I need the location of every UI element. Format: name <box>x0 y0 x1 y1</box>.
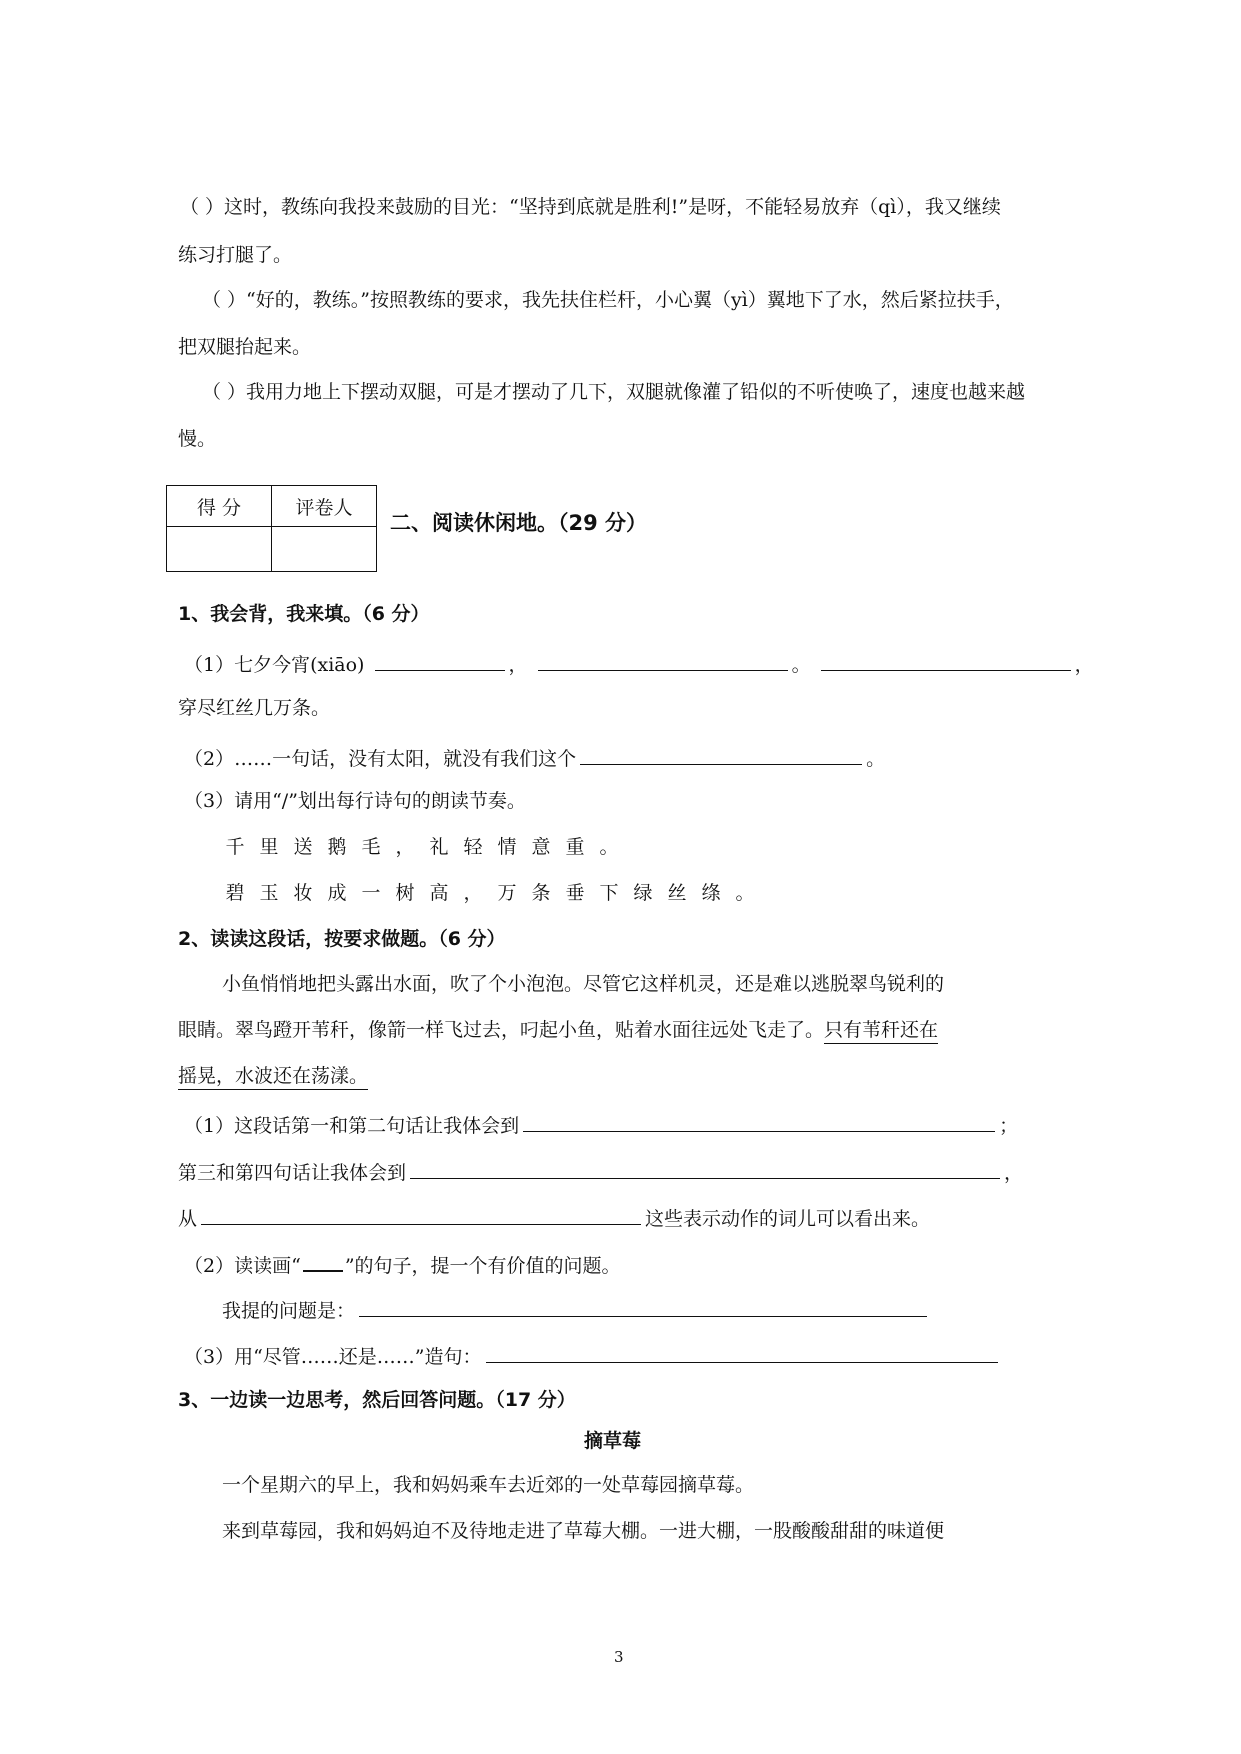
article-para-2: 来到草莓园，我和妈妈迫不及待地走进了草莓大棚。一进大棚，一股酸酸甜甜的味道便 <box>222 1520 945 1542</box>
poem-char: 情 <box>497 836 517 858</box>
poem-char: 。 <box>599 836 619 858</box>
section-title: 二、阅读休闲地。（29 分） <box>390 511 648 535</box>
poem-char: 丝 <box>667 882 687 904</box>
poem-line-2 <box>218 884 762 903</box>
poem-char: 毛 <box>361 836 381 858</box>
q2-item-1 <box>184 1113 1018 1136</box>
poem-char: 垂 <box>565 882 585 904</box>
q2-item-2-suffix: ”的句子，提一个有价值的问题。 <box>344 1255 621 1277</box>
poem-char: 送 <box>293 836 313 858</box>
q3-title: 3、一边读一边思考，然后回答问题。（17 分） <box>178 1389 576 1411</box>
answer-blank[interactable] <box>375 652 505 671</box>
q2-para-line-3 <box>178 1067 368 1086</box>
poem-line-1 <box>218 838 626 857</box>
q1-item-2 <box>184 746 885 769</box>
poem-char: 玉 <box>259 882 279 904</box>
sentence-2-line-2: 把双腿抬起来。 <box>178 336 312 358</box>
q2-item-3 <box>184 1344 1002 1367</box>
punct: ； <box>999 1115 1019 1137</box>
q2-item-2b <box>222 1298 931 1321</box>
sentence-3-line-2: 慢。 <box>178 428 217 450</box>
answer-blank[interactable] <box>821 652 1071 671</box>
answer-blank[interactable] <box>523 1113 995 1132</box>
poem-char: 下 <box>599 882 619 904</box>
score-cell[interactable] <box>167 527 272 572</box>
poem-char: 成 <box>327 882 347 904</box>
q2-item-1-prefix: （1）这段话第一和第二句话让我体会到 <box>184 1115 520 1137</box>
poem-char: 千 <box>225 836 245 858</box>
poem-char: 妆 <box>293 882 313 904</box>
q2-para-line-2 <box>178 1021 938 1040</box>
punct: ， <box>1004 1162 1024 1184</box>
poem-char: 绦 <box>701 882 721 904</box>
punct: 。 <box>791 654 811 676</box>
poem-char: 轻 <box>463 836 483 858</box>
q2-item-2-prefix: （2）读读画“ <box>184 1255 301 1277</box>
answer-blank[interactable] <box>410 1160 1000 1179</box>
q2-para-plain: 眼睛。翠鸟蹬开苇秆，像箭一样飞过去，叼起小鱼，贴着水面往远处飞走了。 <box>178 1019 825 1041</box>
q2-para-line-1: 小鱼悄悄地把头露出水面，吹了个小泡泡。尽管它这样机灵，还是难以逃脱翠鸟锐利的 <box>222 973 945 995</box>
article-para-1: 一个星期六的早上，我和妈妈乘车去近郊的一处草莓园摘草莓。 <box>222 1474 755 1496</box>
grader-cell[interactable] <box>272 527 377 572</box>
poem-char: 。 <box>735 882 755 904</box>
punct: 。 <box>866 748 886 770</box>
poem-char: 重 <box>565 836 585 858</box>
q1-item-1-prefix: （1）七夕今宵(xiāo) <box>184 654 365 676</box>
q1-item-1-cont: 穿尽红丝几万条。 <box>178 697 331 719</box>
poem-char: 碧 <box>225 882 245 904</box>
punct: ， <box>508 654 528 676</box>
q1-item-1 <box>184 652 1094 675</box>
q2-item-1c-prefix: 从 <box>178 1208 198 1230</box>
sentence-2-line-1: （ ）“好的，教练。”按照教练的要求，我先扶住栏杆，小心翼（yì）翼地下了水，然后紧拉扶手， <box>202 289 1014 311</box>
q1-item-2-prefix: （2）……一句话，没有太阳，就没有我们这个 <box>184 748 577 770</box>
q2-item-1c <box>178 1206 930 1229</box>
score-table <box>166 485 377 572</box>
q2-item-2b-prefix: 我提的问题是： <box>222 1300 356 1322</box>
q2-item-2 <box>184 1252 621 1276</box>
answer-blank[interactable] <box>201 1206 641 1225</box>
grader-header: 评卷人 <box>272 486 377 527</box>
poem-char: 礼 <box>429 836 449 858</box>
sample-underline <box>303 1252 343 1272</box>
punct: ， <box>1074 654 1094 676</box>
poem-char: 一 <box>361 882 381 904</box>
page-number: 3 <box>614 1648 624 1666</box>
poem-char: 树 <box>395 882 415 904</box>
q2-item-1b-prefix: 第三和第四句话让我体会到 <box>178 1162 407 1184</box>
answer-blank[interactable] <box>486 1344 998 1363</box>
poem-char: ， <box>395 836 415 858</box>
q1-item-3: （3）请用“/”划出每行诗句的朗读节奏。 <box>184 790 526 812</box>
poem-char: 意 <box>531 836 551 858</box>
poem-char: 万 <box>497 882 517 904</box>
underlined-sentence-cont: 摇晃，水波还在荡漾。 <box>178 1065 368 1090</box>
answer-blank[interactable] <box>580 746 862 765</box>
underlined-sentence: 只有苇秆还在 <box>824 1019 938 1044</box>
sentence-1-line-1: （ ）这时，教练向我投来鼓励的目光：“坚持到底就是胜利!”是呀，不能轻易放弃（qì），我又继续 <box>180 196 1001 218</box>
article-title: 摘草莓 <box>584 1430 642 1452</box>
poem-char: 里 <box>259 836 279 858</box>
sentence-3-line-1: （ ）我用力地上下摆动双腿，可是才摆动了几下，双腿就像灌了铅似的不听使唤了，速度也越来越 <box>202 381 1026 403</box>
q2-item-1b <box>178 1160 1023 1183</box>
poem-char: 高 <box>429 882 449 904</box>
answer-blank[interactable] <box>359 1298 927 1317</box>
poem-char: 绿 <box>633 882 653 904</box>
poem-char: ， <box>463 882 483 904</box>
q1-title: 1、我会背，我来填。（6 分） <box>178 603 430 625</box>
q2-item-3-prefix: （3）用“尽管……还是……”造句： <box>184 1346 482 1368</box>
poem-char: 条 <box>531 882 551 904</box>
answer-blank[interactable] <box>538 652 788 671</box>
q2-title: 2、读读这段话，按要求做题。（6 分） <box>178 928 506 950</box>
poem-char: 鹅 <box>327 836 347 858</box>
score-header: 得 分 <box>167 486 272 527</box>
q2-item-1c-suffix: 这些表示动作的词儿可以看出来。 <box>645 1208 931 1230</box>
sentence-1-line-2: 练习打腿了。 <box>178 244 293 266</box>
